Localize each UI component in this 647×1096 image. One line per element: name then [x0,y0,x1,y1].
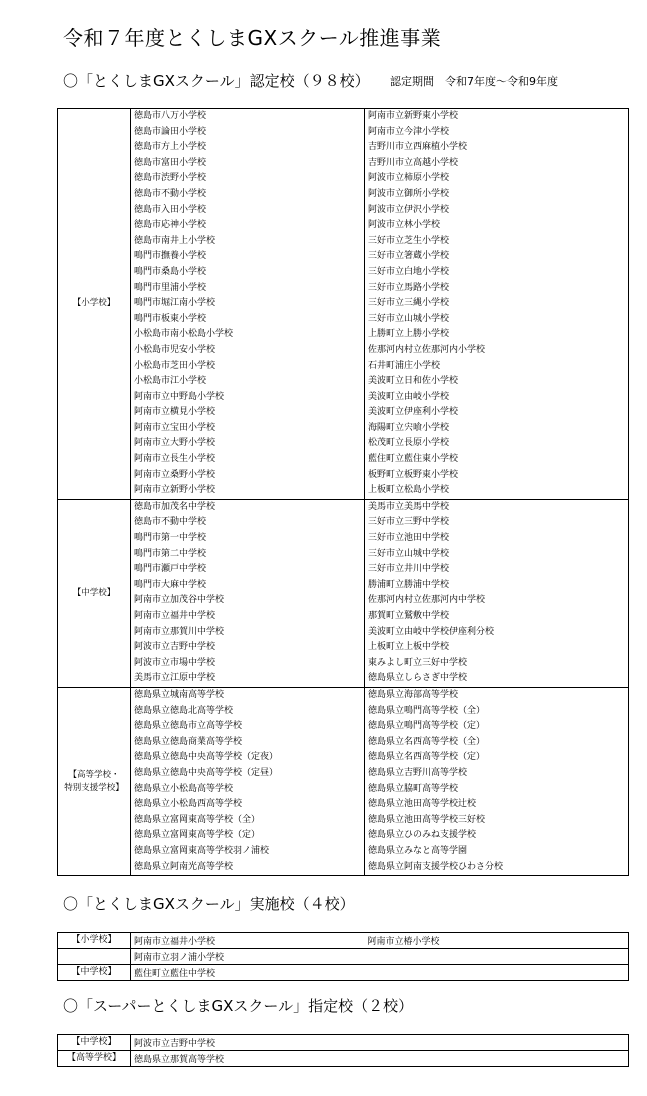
school-name: 阿南市立今津小学校 [368,126,450,137]
school-name: 徳島県立ひのみね支援学校 [368,830,477,841]
school-name: 阿南市立横見小学校 [134,407,216,418]
school-name: 徳島市論田小学校 [134,126,207,137]
page-title: 令和７年度とくしまGXスクール推進事業 [63,26,442,50]
elementary-left-column [131,109,365,500]
school-name: 吉野川市立西麻植小学校 [368,142,468,153]
school-name: 徳島県立徳島中央高等学校（定夜） [134,752,279,763]
group-label-line2: 特別支援学校】 [64,782,124,793]
school-name: 徳島市加茂名中学校 [134,501,216,512]
certification-period: 認定期間 令和7年度～令和9年度 [390,75,558,88]
school-name: 徳島県立阿南光高等学校 [134,861,234,872]
school-name: 徳島県立しらさぎ中学校 [368,673,468,684]
school-name: 石井町浦庄小学校 [368,360,441,371]
school-name: 阿南市立新野小学校 [134,485,216,496]
school-name: 板野町立板野東小学校 [368,469,459,480]
school-name: 徳島県立富岡東高等学校（定） [134,830,261,841]
row-label [58,949,131,965]
table-row [58,965,629,981]
certified-heading: 〇「とくしまGXスクール」認定校（９８校） [63,72,370,90]
row-label: 【高等学校】 [58,1051,131,1067]
school-name: 美波町立伊座利小学校 [368,407,459,418]
junior-high-group [58,499,629,687]
row-label: 【小学校】 [58,933,131,949]
elementary-right-column [365,109,629,500]
school-name: 阿南市立新野東小学校 [368,111,459,121]
school-name: 徳島市不動小学校 [134,188,207,199]
school-name: 小松島市芝田小学校 [134,360,216,371]
school-name: 鳴門市里浦小学校 [134,282,207,293]
school-name: 鳴門市第二中学校 [134,548,207,559]
school-cell [365,965,629,981]
school-name: 徳島市不動中学校 [134,517,207,528]
school-name: 藍住町立藍住東小学校 [368,454,459,465]
school-name: 三好市立池田中学校 [368,533,450,544]
school-name: 徳島県立みなと高等学園 [368,845,468,856]
school-name: 上勝町立上勝小学校 [368,329,450,340]
school-name: 美馬市立江原中学校 [134,673,216,684]
junior-high-right-column [365,499,629,687]
school-name: 三好市立山城中学校 [368,548,450,559]
school-name: 徳島県立名西高等学校（定） [368,752,486,763]
school-name: 徳島県立阿南支援学校ひわさ分校 [368,861,504,872]
school-name: 鳴門市板東小学校 [134,313,207,324]
school-name: 徳島県立海部高等学校 [368,689,459,700]
school-name: 三好市立芝生小学校 [368,235,450,246]
school-name: 鳴門市堀江南小学校 [134,298,216,309]
school-name: 那賀町立鷲敷中学校 [368,611,450,621]
school-name: 徳島市入田小学校 [134,204,207,215]
implementing-schools-table [57,932,629,981]
school-name: 徳島県立吉野川高等学校 [368,767,468,778]
school-name: 三好市立山城小学校 [368,313,450,324]
school-name: 勝浦町立勝浦中学校 [368,579,450,590]
super-heading: 〇「スーパーとくしまGXスクール」指定校（２校） [63,997,414,1015]
school-name: 美馬市立美馬中学校 [368,501,450,512]
school-name: 小松島市南小松島小学校 [134,329,234,340]
school-name: 徳島市応神小学校 [134,220,207,231]
school-name: 阿南市立福井中学校 [134,611,216,621]
row-label: 【中学校】 [58,965,131,981]
school-name: 鳴門市桑島小学校 [134,266,207,277]
group-label-junior-high: 【中学校】 [58,499,131,687]
school-name: 鳴門市瀬戸中学校 [134,564,207,575]
school-name: 三好市立白地小学校 [368,266,450,277]
school-name: 佐那河内村立佐那河内小学校 [368,344,486,355]
group-label-elementary: 【小学校】 [58,109,131,500]
row-label: 【中学校】 [58,1035,131,1051]
high-school-right-column [365,687,629,875]
school-name: 鳴門市大麻中学校 [134,579,207,590]
school-name: 徳島県立徳島中央高等学校（定昼） [134,767,279,778]
implementing-heading: 〇「とくしまGXスクール」実施校（４校） [63,895,355,913]
elementary-group [58,109,629,500]
school-name: 阿南市立那賀川中学校 [134,626,225,637]
school-name: 徳島県立富岡東高等学校羽ノ浦校 [134,845,270,856]
school-name: 海陽町立宍喰小学校 [368,422,450,433]
school-name: 吉野川市立高越小学校 [368,157,459,168]
school-name: 阿波市立柿原小学校 [368,173,450,184]
school-name: 美波町立日和佐小学校 [368,376,459,387]
high-school-left-column [131,687,365,875]
school-name: 美波町立由岐小学校 [368,391,450,402]
school-cell: 阿波市立吉野中学校 [131,1035,629,1051]
school-name: 小松島市児安小学校 [134,344,216,355]
high-school-group [58,687,629,875]
school-name: 三好市立井川中学校 [368,564,450,575]
school-name: 東みよし町立三好中学校 [368,657,468,668]
school-cell: 阿南市立福井小学校 [131,933,365,949]
school-name: 阿波市立市場中学校 [134,657,216,668]
super-schools-table [57,1034,629,1067]
school-name: 上板町立松島小学校 [368,485,450,496]
school-name: 鳴門市撫養小学校 [134,251,207,262]
school-name: 阿南市立宝田小学校 [134,422,216,433]
group-label-line1: 【高等学校・ [68,769,120,780]
school-name: 阿波市立御所小学校 [368,188,450,199]
school-name: 阿波市立林小学校 [368,220,441,231]
school-name: 三好市立馬路小学校 [368,282,450,293]
school-name: 上板町立上板中学校 [368,642,450,653]
school-name: 徳島市渋野小学校 [134,173,207,184]
school-name: 阿南市立桑野小学校 [134,469,216,480]
school-name: 阿南市立長生小学校 [134,454,216,465]
school-name: 徳島市南井上小学校 [134,235,216,246]
school-name: 阿波市立伊沢小学校 [368,204,450,215]
school-name: 三好市立三縄小学校 [368,298,450,309]
group-label-high-school [58,687,131,875]
school-name: 美波町立由岐中学校伊座利分校 [368,626,495,637]
school-name: 小松島市江小学校 [134,376,207,387]
school-name: 阿南市立中野島小学校 [134,391,225,402]
school-name: 阿南市立加茂谷中学校 [134,595,225,606]
school-name: 三好市立箸蔵小学校 [368,251,450,262]
school-name: 三好市立三野中学校 [368,517,450,528]
school-name: 徳島県立脇町高等学校 [368,783,459,794]
certified-schools-table [57,108,629,876]
school-name: 徳島県立富岡東高等学校（全） [134,814,261,825]
table-row [58,1051,629,1067]
school-name: 徳島県立小松島高等学校 [134,783,234,794]
table-row [58,933,629,949]
school-name: 徳島県立鳴門高等学校（全） [368,705,486,716]
school-name: 佐那河内村立佐那河内中学校 [368,595,486,606]
school-name: 徳島県立池田高等学校辻校 [368,799,477,810]
school-name: 徳島県立鳴門高等学校（定） [368,721,486,732]
school-name: 徳島県立徳島北高等学校 [134,705,234,716]
school-name: 阿波市立吉野中学校 [134,642,216,653]
school-name: 徳島市富田小学校 [134,157,207,168]
school-name: 徳島県立池田高等学校三好校 [368,814,486,825]
school-name: 徳島市八万小学校 [134,111,207,121]
school-name: 鳴門市第一中学校 [134,533,207,544]
school-name: 徳島県立徳島市立高等学校 [134,721,243,732]
school-cell [365,949,629,965]
school-name: 松茂町立長原小学校 [368,438,450,449]
school-name: 徳島県立小松島西高等学校 [134,799,243,810]
school-cell: 阿南市立羽ノ浦小学校 [131,949,365,965]
school-cell: 徳島県立那賀高等学校 [131,1051,629,1067]
school-cell: 藍住町立藍住中学校 [131,965,365,981]
junior-high-left-column [131,499,365,687]
school-name: 徳島県立城南高等学校 [134,689,225,700]
table-row [58,1035,629,1051]
school-name: 徳島市方上小学校 [134,142,207,153]
school-name: 徳島県立徳島商業高等学校 [134,736,243,747]
school-name: 徳島県立名西高等学校（全） [368,736,486,747]
school-name: 阿南市立大野小学校 [134,438,216,449]
school-cell: 阿南市立椿小学校 [365,933,629,949]
table-row [58,949,629,965]
